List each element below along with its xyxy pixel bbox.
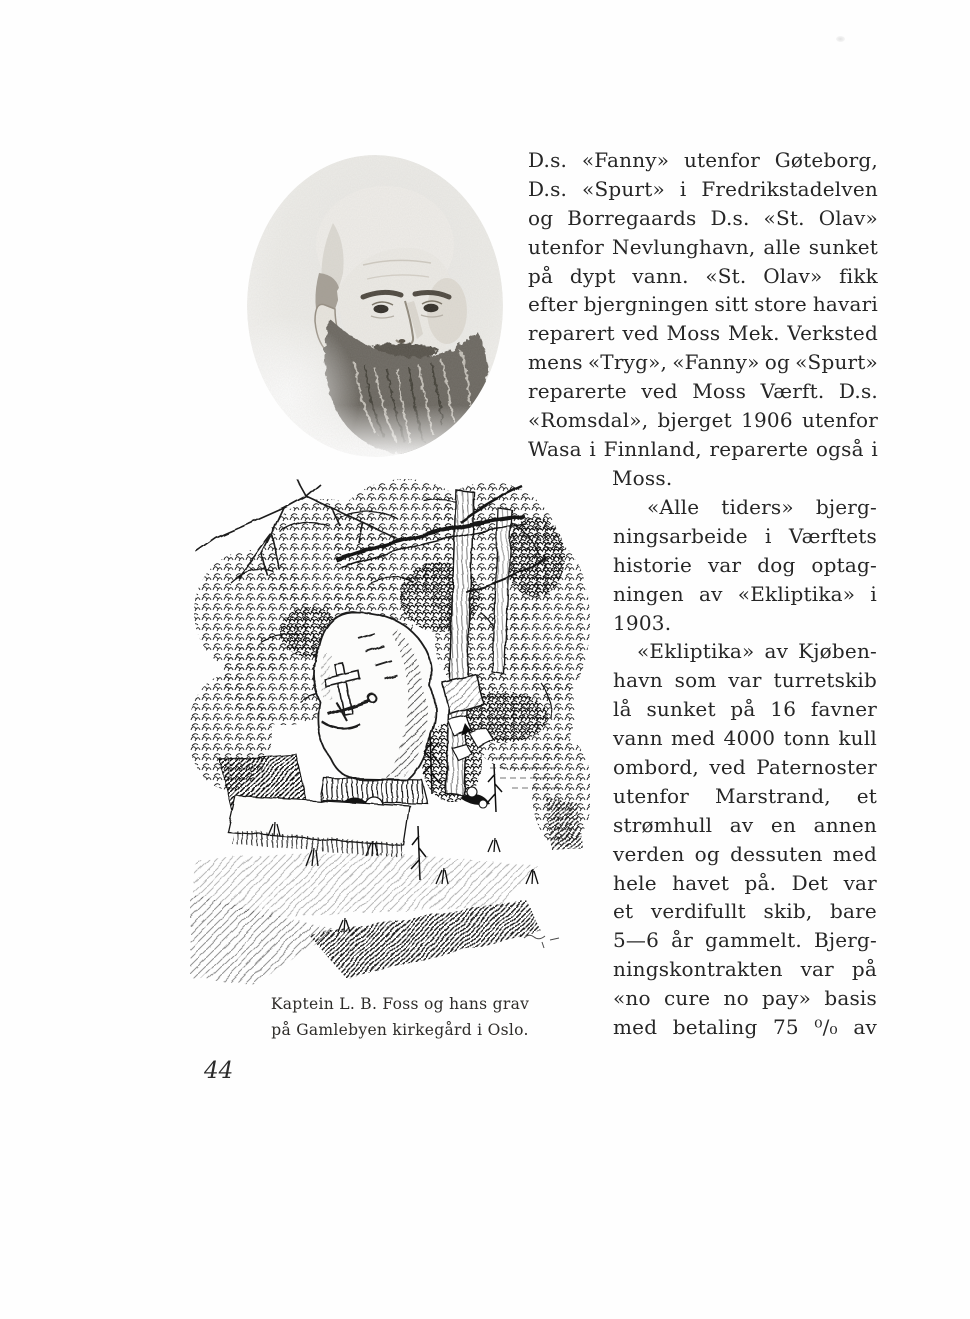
text-line: «Alle tiders» bjerg-: [647, 495, 877, 519]
caption-line-1: Kaptein L. B. Foss og hans grav: [270, 995, 530, 1013]
text-line: «no cure no pay» basis: [613, 986, 877, 1011]
text-line: ningskontrakten var på: [613, 957, 877, 982]
text-line: 5—6 år gammelt. Bjerg-: [613, 928, 877, 953]
text-line: ningen av «Ekliptika» i: [613, 581, 877, 606]
text-line: 1903.: [613, 610, 672, 635]
text-line: mens «Tryg», «Fanny» og «Spurt»: [528, 350, 878, 375]
text-line: på dypt vann. «St. Olav» fikk: [528, 263, 878, 288]
text-line: ombord, ved Paternoster: [613, 755, 877, 780]
text-line: Wasa i Finnland, reparerte også i: [528, 436, 878, 461]
text-column-wide: [528, 146, 878, 493]
text-line: havn som var turretskib: [613, 668, 877, 693]
artist-signature-mark: [524, 935, 559, 948]
text-line: utenfor Nevlunghavn, alle sunket: [528, 234, 878, 259]
text-column-narrow: [613, 493, 877, 1042]
page-number: 44: [204, 1058, 234, 1084]
text-line: ningsarbeide i Værftets: [613, 523, 877, 548]
text-line: historie var dog optag-: [613, 552, 877, 577]
figure-caption: [240, 991, 560, 1043]
text-line: «Ekliptika» av Kjøben-: [637, 639, 877, 664]
text-line: strømhull av en annen: [613, 812, 877, 837]
memorial-stone: [313, 612, 435, 804]
portrait-photo: [245, 153, 505, 459]
text-line: reparert ved Moss Mek. Verksted: [528, 321, 878, 346]
text-line: D.s. «Fanny» utenfor Gøteborg,: [528, 148, 878, 172]
text-line: og Borregaards D.s. «St. Olav»: [528, 205, 878, 230]
text-line: reparerte ved Moss Værft. D.s.: [528, 379, 878, 404]
text-line: D.s. «Spurt» i Fredrikstadelven: [528, 176, 878, 201]
caption-line-2: på Gamlebyen kirkegård i Oslo.: [271, 1021, 529, 1039]
text-line: Moss.: [612, 465, 673, 490]
text-line: lå sunket på 16 favner: [613, 697, 877, 722]
portrait-vignette: [245, 155, 505, 459]
scan-speck: [836, 36, 845, 42]
text-line: med betaling 75 ⁰/₀ av: [613, 1015, 877, 1040]
text-line: hele havet på. Det var: [613, 870, 877, 895]
text-line: efter bjergningen sitt store havari: [528, 292, 878, 317]
text-line: vann med 4000 tonn kull: [613, 726, 877, 751]
grave-illustration: [190, 462, 590, 986]
text-line: «Romsdal», bjerget 1906 utenfor: [528, 408, 878, 433]
text-line: utenfor Marstrand, et: [613, 783, 877, 808]
text-line: et verdifullt skib, bare: [613, 899, 877, 924]
text-line: verden og dessuten med: [613, 841, 877, 866]
